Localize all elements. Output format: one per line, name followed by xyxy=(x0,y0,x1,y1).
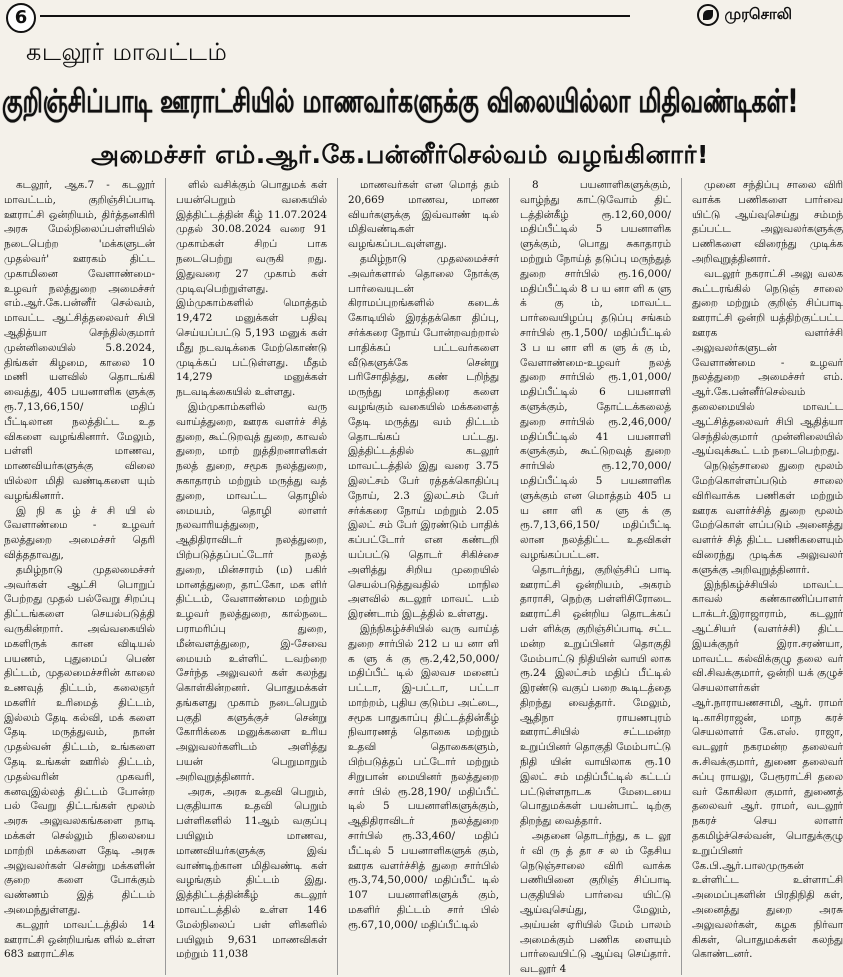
article-paragraph: கடலூர், ஆக.7 - கடலூர் மாவட்டம், குறிஞ்சிப்பாடி ஊராட்சி ஒன்றியம், திர்த்தனகிரி அரசு மேல்நிலைப்பள்ளியில் நடைபெற்ற 'மக்களுடன் முதல்வர்' ஊரகம் திட்ட முகாமினை வேளாண்மை-உழவர் நலத்துறை அமைச்சர் எம்.ஆர்.கே.பன்னீர் செல்வம், மாவட்ட ஆட்சித்தலைவர் சிபி ஆதித்யா செந்தில்குமார் முன்னிலையில் 5.8.2024, திங்கள் கிழமை, காலை 10 மணி யளவில் தொடங்கி வைத்து, 405 பயனாளிக ளுக்கு ரூ.7,13,66,150/ மதிப் பீட்டிலான நலத்திட்ட உத விகளை வழங்கினார். மேலும், பள்ளி மாணவ, மாணவியர்களுக்கு விலை யில்லா மிதி வண்டிகளை யும் வழங்கினார். xyxy=(4,179,155,502)
column-divider xyxy=(337,178,338,975)
article-column xyxy=(176,178,327,975)
column-divider xyxy=(165,178,166,975)
article-column xyxy=(4,178,155,975)
page-header xyxy=(0,0,800,32)
district-label: கடலூர் மாவட்டம் xyxy=(26,38,228,66)
subheadline: அமைச்சர் எம்.ஆர்.கே.பன்னீர்செல்வம் வழங்கினார்! xyxy=(91,140,709,169)
article-column xyxy=(520,178,671,975)
page-number: 6 xyxy=(6,3,36,33)
article-column xyxy=(692,178,843,975)
article-paragraph: தொடர்ந்து, குறிஞ்சிப் பாடி ஊராட்சி ஒன்றியம், அகரம் தாராசி, நெற்கு பள்ளிசிரோடை ஊராட்சி ஒன்றிய தொடக்கப் பள் ளிக்கு குறிஞ்சிப்பாடி சட்ட மன்ற உறுப்பினர் தொகுதி மேம்பாட்டு நிதியின் வாயி லாக ரூ.24 இலட்சம் மதிப் பீட்டில் இரண்டு வகுப் பறை கூடிடத்தை திறந்து வைத்தார். மேலும், ஆதிநா ராயணபுரம் ஊராட்சியில் சட்டமன்ற உறுப்பினர் தொகுதி மேம்பாட்டு நிதி யின் வாயிலாக ரூ.10 இலட் சம் மதிப்பீட்டில் கட்டப் பட்டுள்ளநாடக மேடையை பொதுமக்கள் பயன்பாட் டிற்கு திறந்து வைத்தார். xyxy=(520,563,671,828)
headline: குறிஞ்சிப்பாடி ஊராட்சியில் மாணவர்களுக்கு விலையில்லா மிதிவண்டிகள்! xyxy=(2,82,799,120)
sun-logo-icon xyxy=(697,4,719,26)
article-paragraph: அரசு, அரசு உதவி பெறும், பகுதியாக உதவி பெறும் பள்ளிகளில் 11ஆம் வகுப்பு பயிலும் மாணவ, மாணவியர்களுக்கு இவ் வாண்டிற்கான மிதிவண்டி கள் வழங்கும் திட்டம் இது. இத்திட்டத்தின்கீழ் கடலூர் மாவட்டத்தில் உள்ள 146 மேல்நிலைப் பள் ளிகளில் பயிலும் 9,631 மாணவிகள் மற்றும் 11,038 xyxy=(176,785,327,961)
article-paragraph: மாணவர்கள் என மொத் தம் 20,669 மாணவ, மாண வியர்களுக்கு இவ்வாண் டில் மிதிவண்டிகள் வழங்கப்படவுள்ளது. xyxy=(348,179,499,251)
article-paragraph: இம்முகாம்களில் வரு வாய்த்துறை, ஊரக வளர்ச் சித் துறை, கூட்டுறவுத் துறை, காவல் துறை, மாற் றுத்திறனாளிகள் நலத் துறை, சமூக நலத்துறை, சுகாதாரம் மற்றும் மருத்து வத் துறை, மாவட்ட தொழில் மையம், தொழி லாளர் நலவாரியத்துறை, ஆதிதிராவிடர் நலத்துறை, பிற்படுத்தப்பட்டோர் நலத் துறை, மின்சாரம் (ம) பகிர் மானத்துறை, தாட்கோ, மக ளிர் திட்டம், வேளாண்மை மற்றும் உழவர் நலத்துறை, கால்நடை பராமரிப்பு துறை, மீன்வளத்துறை, இ-சேவை மையம் உள்ளிட் டவற்றை சேர்ந்த அலுவலர் கள் கலந்து கொள்கின்றனர். பொதுமக்கள் தங்களது முகாம் நடைபெறும் பகுதி களுக்குச் சென்று கோரிக்கை மனுக்களை உரிய அலுவலர்களிடம் அளித்து பயன் பெறுமாறும் அறிவுறுத்தினார். xyxy=(176,400,327,783)
article-paragraph: வடலூர் நகராட்சி அலு வலக கூட்டரங்கில் நெடுஞ் சாலை துறை மற்றும் குறிஞ் சிப்பாடி ஊராட்சி ஒன்றி யத்திற்குட்பட்ட ஊரக வளர்ச்சி அலுவலர்களுடன் வேளாண்மை - உழவர் நலத்துறை அமைச்சர் எம். ஆர்.கே.பன்னீர்செல்வம் தலைமையில் மாவட்ட ஆட்சித்தலைவர் சிபி ஆதித்யா செந்தில்குமார் முன்னிலையில் ஆய்வுக்கூட் டம் நடைபெற்றது. xyxy=(692,267,843,458)
article-paragraph: நெடுஞ்சாலை துறை மூலம் மேற்கொள்ளப்படும் சாலை விரிவாக்க பணிகள் மற்றும் ஊரக வளர்ச்சித் துறை மூலம் மேற்கொள் ளப்படும் அனைத்து வளர்ச் சித் திட்ட பணிகளையும் விரைந்து முடிக்க அலுவலர் களுக்கு அறிவுறுத்தினார். xyxy=(692,460,843,576)
article-paragraph: அதனை தொடர்ந்து, க ட லூ ர் வி ரு த் தா ச ல ம் தேசிய நெடுஞ்சாலை விரி வாக்க பணியினை குறிஞ் சிப்பாடி பகுதியில் பார்வை யிட்டு ஆய்வுசெய்து, மேலும், அய்யன் ஏரியில் மேம் பாலம் அமைக்கும் பணிக ளையும் பார்வையிட்டு ஆய்வு செய்தார். வடலூர் 4 xyxy=(520,830,671,976)
column-divider xyxy=(681,178,682,975)
article-paragraph: இந்நிகழ்ச்சியில் வரு வாய்த் துறை சார்பில் 212 ப ய னா ளி க ளு க் கு ரூ.2,42,50,000/ மதிப்பீட் டில் இலவச மனைப் பட்டா, இ-பட்டா, பட்டா மாற்றம், புதிய குடும்ப அட்டை, சமூக பாதுகாப்பு திட்டத்தின்கீழ் நிவாரணத் தொகை மற்றும் உதவி தொகைகளும், பிற்படுத்தப் பட்டோர் மற்றும் சிறுபான் மையினர் நலத்துறை சார் பில் ரூ.28,190/ மதிப்பீட் டில் 5 பயனாளிகளுக்கும், ஆதிதிராவிடர் நலத்துறை சார்பில் ரூ.33,460/ மதிப் பீட்டில் 5 பயனாளிகளுக் கும், ஊரக வளர்ச்சித் துறை சார்பில் ரூ.3,74,50,000/ மதிப்பீட் டில் 107 பயனாளிகளுக் கும், மகளிர் திட்டம் சார் பில் ரூ.67,10,000/ மதிப்பீட்டில் xyxy=(348,622,499,931)
article-paragraph: தமிழ்நாடு முதலமைச்சர் அவர்களால் தொலை நோக்கு பார்வையுடன் கிராமப்புறங்களில் கடைக் கோடியில் இரத்தக்கொ திப்பு, சர்க்கரை நோய் போன்றவற்றால் பாதிக்கப் பட்டவர்களை வீடுகளுக்கே சென்று பரிசோதித்து, கண் டறிந்து மருந்து மாத்திரை களை வழங்கும் வகையில் மக்களைத் தேடி மருத்து வம் திட்டம் தொடங்கப் பட்டது. இத்திட்டத்தில் கடலூர் மாவட்டத்தில் இது வரை 3.75 இலட்சம் பேர் ரத்தக்கொதிப்பு நோய், 2.3 இலட்சம் பேர் சர்க்கரை நோய் மற்றும் 2.05 இலட் சம் பேர் இரண்டும் பாதிக் கப்பட்டோர் என கண்டறி யப்பட்டு தொடர் சிகிச்சை அளித்து சிறிய முறையில் செயல்படுத்துவதில் மாநில அளவில் கடலூர் மாவட் டம் இரண்டாம் இடத்தில் உள்ளது. xyxy=(348,252,499,621)
article-column xyxy=(348,178,499,975)
article-paragraph: முனை சந்திப்பு சாலை விரி வாக்க பணிகளை பார்வை யிட்டு ஆய்வுசெய்து சம்மந் தப்பட்ட அலுவலர்களுக்கு பணிகளை விரைந்து முடிக்க அறிவுறுத்தினார். xyxy=(692,179,843,265)
article-paragraph: இந்நிகழ்ச்சியில் மாவட்ட காவல் கண்காணிப்பாளர் டாக்டர்.இராஜாராம், கடலூர் ஆட்சியர் (வளர்ச்சி) திட்ட இயக்குநர் இரா.சரண்யா, மாவட்ட கல்விக்குழு தலை வர் வி.சிவக்குமார், ஒன்றி யக் குழுச் செயலாளர்கள் ஆர்.நாராயணசாமி, ஆர். ராமர் டி.காசிராஜன், மாந கரச் செயலாளர் கே.எஸ். ராஜா, வடலூர் நகரமன்ற தலைவர் சு.சிவக்குமார், துணை தலைவர் சுப்பு ராயலு, பேரூராட்சி தலை வர் கோகிலா குமார், துணைத் தலைவர் ஆர். ராமர், வடலூர் நகரச் செய லாளர் தகமிழ்ச்செல்வன், பொதுக்குழு உறுப்பினர் கே.பி.ஆர்.பாலமுருகன் உள்ளிட்ட உள்ளாட்சி அமைப்புகளின் பிரதிநிதி கள், அனைத்து துறை அரசு அலுவலர்கள், கழக நிர்வா கிகள், பொதுமக்கள் கலந்து கொண்டனர். xyxy=(692,578,843,961)
article-paragraph: தமிழ்நாடு முதலமைச்சர் அவர்கள் ஆட்சி பொறுப் பேற்றது முதல் பல்வேறு சிறப்பு திட்டங்களை செயல்படுத்தி வருகின்றார். அவ்வகையில் மகளிருக் கான விடியல் பயணம், புதுமைப் பெண் திட்டம், முதலமைச்சரின் காலை உணவுத் திட்டம், கலைஞர் மகளிர் உரிமைத் திட்டம், இல்லம் தேடி கல்வி, மக் களை தேடி மருத்துவம், நான் முதல்வன் திட்டம், உங்களை தேடி உங்கள் ஊரில் திட்டம், முதல்வரின் முகவரி, கனவுஇல்லத் திட்டம் போன்ற பல் வேறு திட்டங்கள் மூலம் அரசு அலுவலகங்களை நாடி மக்கள் செல்லும் நிலையை மாற்றி மக்களை தேடி அரசு அலுவலர்கள் சென்று மக்களின் குறை களை போக்கும் வண்ணம் இத் திட்டம் அமைந்துள்ளது. xyxy=(4,563,155,917)
article-paragraph: கடலூர் மாவட்டத்தில் 14 ஊராட்சி ஒன்றியங்க ளில் உள்ள 683 ஊராட்சிக xyxy=(4,918,155,961)
header-rule xyxy=(40,15,630,17)
publication-name: முரசொலி xyxy=(724,5,792,23)
column-divider xyxy=(509,178,510,975)
article-paragraph: ளில் வசிக்கும் பொதுமக் கள் பயன்பெறும் வகையில் இத்திட்டத்தின் கீழ் 11.07.2024 முதல் 30.08.2024 வரை 91 முகாம்கள் சிறப் பாக நடைபெற்று வருகி றது. இதுவரை 27 முகாம் கள் முடிவுபெற்றுள்ளது. இம்முகாம்களில் மொத்தம் 19,472 மனுக்கள் பதிவு செய்யப்பட்டு 5,193 மனுக் கள் மீது நடவடிக்கை மேற்கொண்டு முடிக்கப் பட்டுள்ளது. மீதம் 14,279 மனுக்கள் நடவடிக்கையில் உள்ளது. xyxy=(176,179,327,399)
publication-masthead xyxy=(697,4,793,26)
article-paragraph: 8 பயனாளிகளுக்கும், வாழ்ந்து காட்டுவோம் திட் டத்தின்கீழ் ரூ.12,60,000/ மதிப்பீட்டில் 5 பயனாளிக ளுக்கும், பொது சுகாதாரம் மற்றும் நோய்த் தடுப்பு மருந்துத் துறை சார்பில் ரூ.16,000/ மதிப்பீட்டில் 8 ப ய னா ளி க ளு க் கு ம், மாவட்ட பார்வையிழப்பு தடுப்பு சங்கம் சார்பில் ரூ.1,500/ மதிப்பீட்டில் 3 ப ய னா ளி க ளு க் கு ம், வேளாண்மை-உழவர் நலத் துறை சார்பில் ரூ.1,01,000/ மதிப்பீட்டில் 6 பயனாளி களுக்கும், தோட்டக்கலைத் துறை சார்பில் ரூ.2,46,000/ மதிப்பீட்டில் 41 பயனாளி களுக்கும், கூட்டுறவுத் துறை சார்பில் ரூ.12,70,000/ மதிப்பீட்டில் 5 பயனாளிக ளுக்கும் என மொத்தம் 405 ப ய னா ளி க ளு க் கு ரூ.7,13,66,150/ மதிப்பீட்டி லான நலத்திட்ட உதவிகள் வழங்கப்பட்டன. xyxy=(520,179,671,561)
article-paragraph: இ நி க ழ் ச் சி யி ல் வேளாண்மை - உழவர் நலத்துறை அமைச்சர் தெரி வித்ததாவது, xyxy=(4,504,155,561)
article-body xyxy=(4,178,843,976)
